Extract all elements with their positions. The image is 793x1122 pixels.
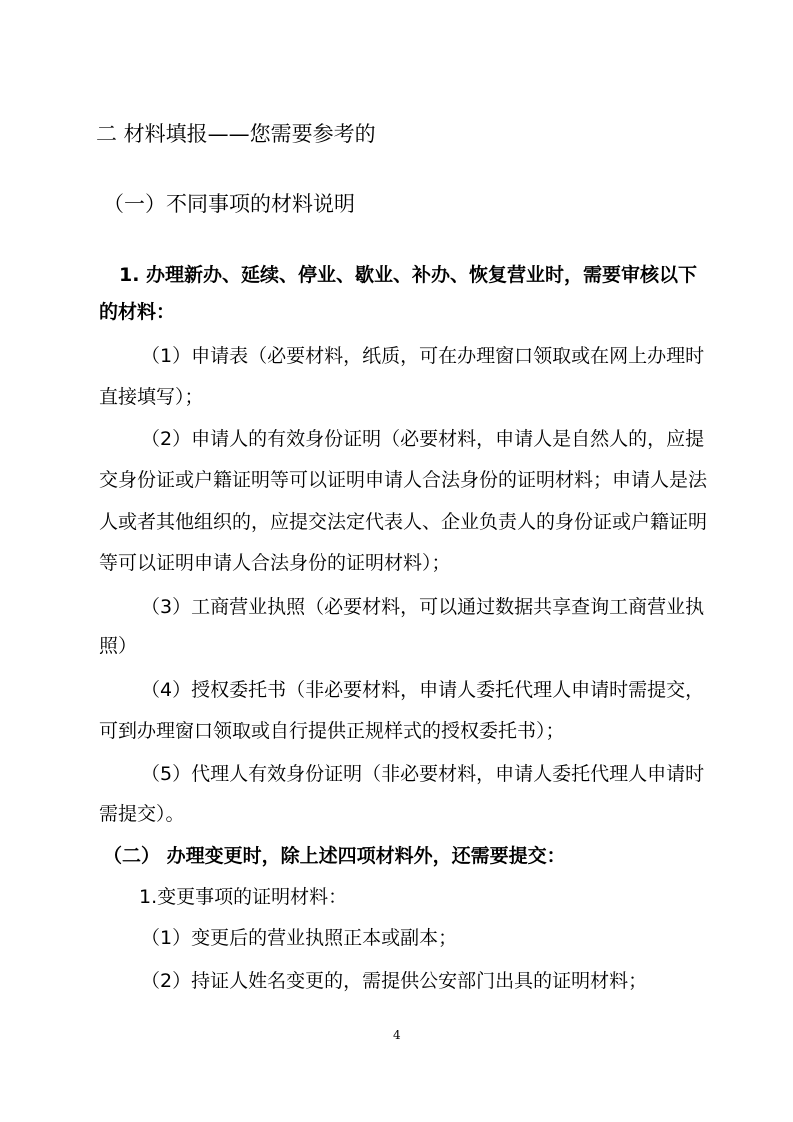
change-item-1-2: （2）持证人姓名变更的，需提供公安部门出具的证明材料； — [141, 970, 648, 992]
change-item-1-1: （1）变更后的营业执照正本或副本； — [141, 927, 458, 949]
material-3-line-2: 照） — [99, 635, 138, 657]
section-title: 二 材料填报——您需要参考的 — [96, 122, 376, 146]
material-1-line-1: （1）申请表（必要材料，纸质，可在办理窗口领取或在网上办理时 — [141, 345, 705, 367]
material-1-line-2: 直接填写）； — [99, 386, 204, 408]
material-2-line-4: 等可以证明申请人合法身份的证明材料）； — [99, 552, 451, 574]
change-item-1-heading: 1.变更事项的证明材料： — [139, 886, 348, 908]
material-4-line-2: 可到办理窗口领取或自行提供正规样式的授权委托书）； — [99, 720, 565, 742]
item-1-heading-line-2: 的材料： — [99, 301, 176, 323]
material-5-line-1: （5）代理人有效身份证明（非必要材料，申请人委托代理人申请时 — [141, 763, 705, 785]
subsection-2-title: （二） 办理变更时，除上述四项材料外，还需要提交： — [103, 845, 566, 867]
material-2-line-1: （2）申请人的有效身份证明（必要材料，申请人是自然人的，应提 — [141, 428, 705, 450]
material-5-line-2: 需提交）。 — [99, 803, 185, 825]
material-3-line-1: （3）工商营业执照（必要材料，可以通过数据共享查询工商营业执 — [141, 596, 705, 618]
material-2-line-2: 交身份证或户籍证明等可以证明申请人合法身份的证明材料；申请人是法 — [99, 469, 708, 491]
material-4-line-1: （4）授权委托书（非必要材料，申请人委托代理人申请时需提交， — [141, 679, 705, 701]
page-number: 4 — [393, 1028, 401, 1042]
item-1-heading-line-1: 1. 办理新办、延续、停业、歇业、补办、恢复营业时，需要审核以下 — [119, 264, 698, 286]
subsection-1-title: （一）不同事项的材料说明 — [103, 192, 355, 216]
material-2-line-3: 人或者其他组织的，应提交法定代表人、企业负责人的身份证或户籍证明 — [99, 511, 708, 533]
